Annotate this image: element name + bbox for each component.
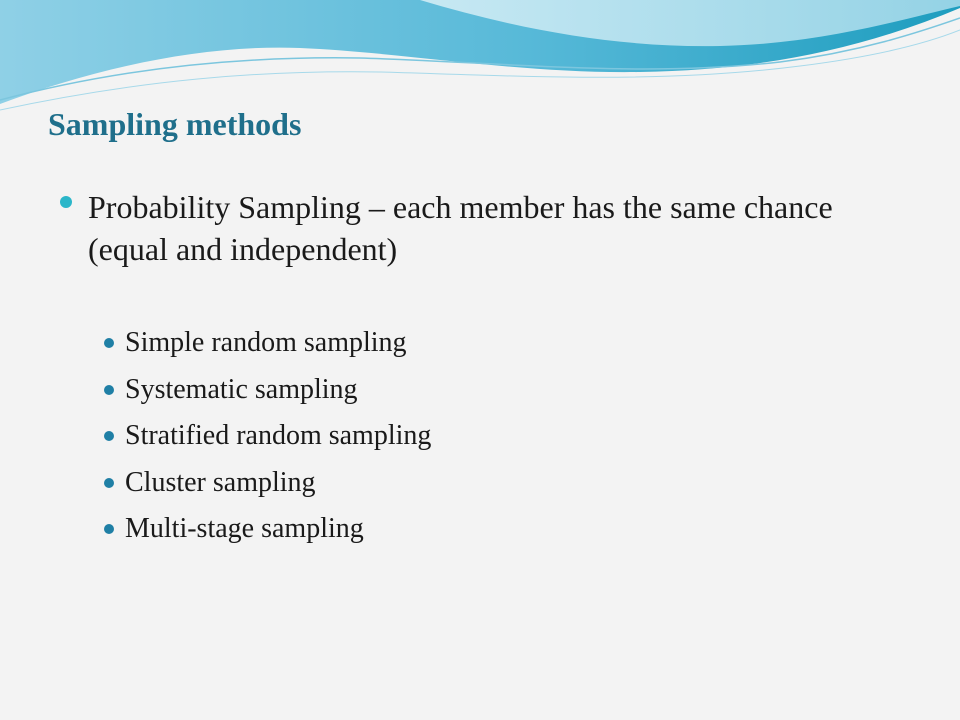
main-bullet-text: Probability Sampling – each member has the same chance (equal and independent) <box>88 189 833 267</box>
sub-bullet-text: Multi-stage sampling <box>125 513 364 544</box>
sub-bullet-text: Simple random sampling <box>125 327 407 358</box>
slide-title: Sampling methods <box>48 106 302 142</box>
sub-bullet-text: Stratified random sampling <box>125 420 432 451</box>
wave-header-decoration <box>0 0 960 120</box>
sub-bullet-text: Systematic sampling <box>125 373 358 405</box>
sub-bullet-dot-icon <box>104 478 114 488</box>
sub-bullet-dot-icon <box>104 431 114 441</box>
sub-bullet-dot-icon <box>104 338 114 348</box>
sub-bullet-text: Cluster sampling <box>125 466 316 498</box>
sub-bullet-dot-icon <box>104 524 114 534</box>
bullet-dot-icon <box>60 196 72 208</box>
sub-bullet-dot-icon <box>104 385 114 395</box>
